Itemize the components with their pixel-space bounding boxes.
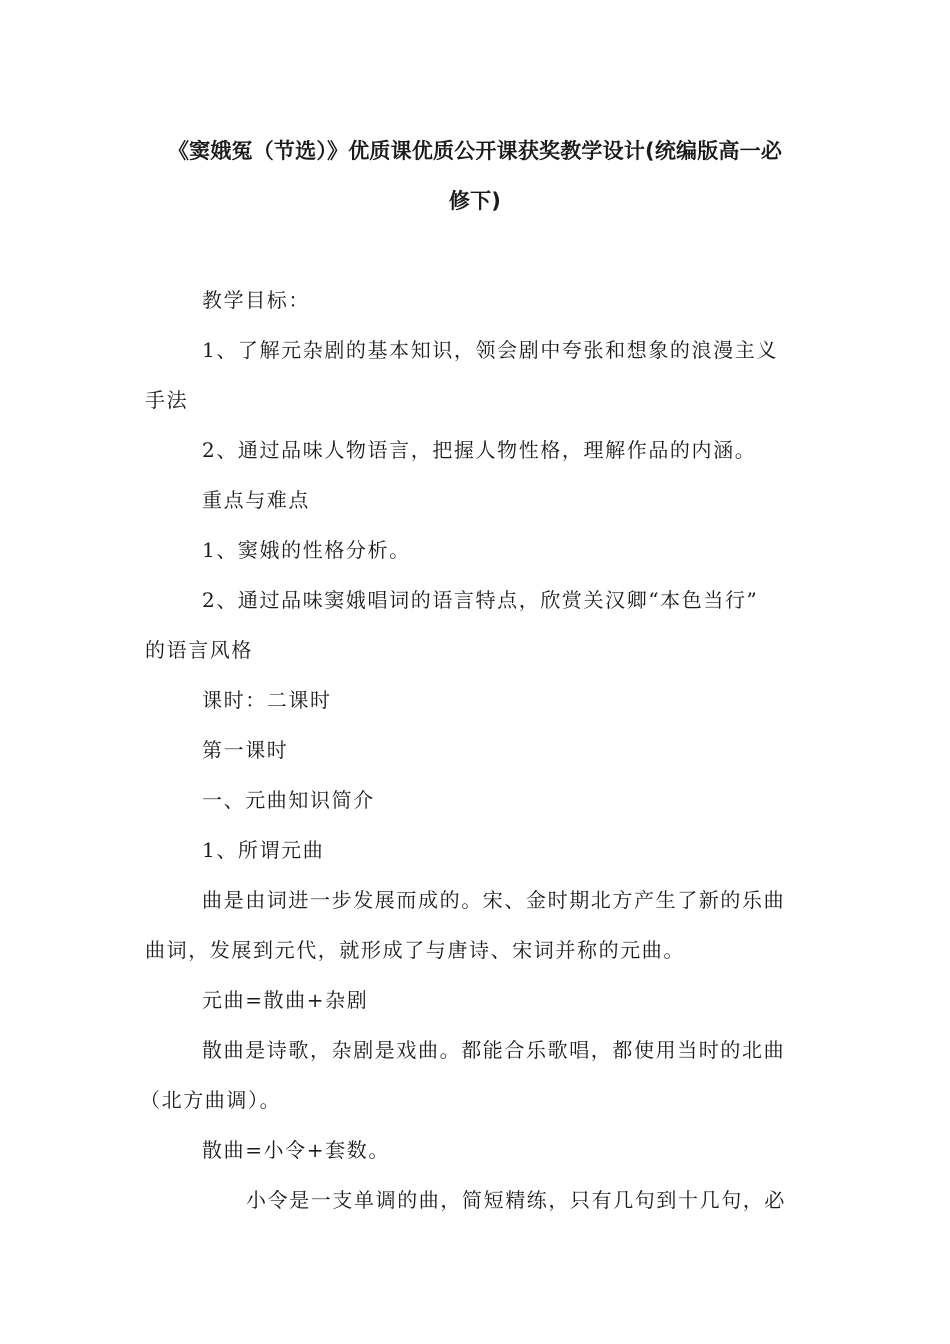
paragraph-line: 散曲是诗歌，杂剧是戏曲。都能合乐歌唱，都使用当时的北曲 [202,1038,786,1062]
paragraph-line: 散曲=小令+套数。 [202,1138,390,1162]
paragraph-line: 手法 [145,388,189,412]
paragraph-line: 元曲=散曲+杂剧 [202,988,369,1012]
section-heading-key-points: 重点与难点 [202,488,310,512]
paragraph-line: （北方曲调）。 [140,1088,282,1112]
section-heading-objectives: 教学目标： [202,288,310,312]
paragraph-line: 曲词，发展到元代，就形成了与唐诗、宋词并称的元曲。 [145,938,685,962]
paragraph-line: 小令是一支单调的曲，简短精练，只有几句到十几句，必 [246,1188,786,1212]
paragraph-line: 1、所谓元曲 [202,838,325,862]
document-title-line-1: 《窦娥冤（节选）》优质课优质公开课获奖教学设计(统编版高一必 [167,139,783,163]
paragraph-line: 2、通过品味人物语言，把握人物性格，理解作品的内涵。 [202,438,757,462]
paragraph-line: 课时：二课时 [202,688,332,712]
section-heading-yuanqu: 一、元曲知识简介 [202,788,375,812]
paragraph-line: 1、了解元杂剧的基本知识，领会剧中夸张和想象的浪漫主义 [202,338,778,362]
paragraph-line: 1、窦娥的性格分析。 [202,538,411,562]
document-title-line-2: 修下) [448,189,502,213]
paragraph-line: 的语言风格 [145,638,253,662]
paragraph-line: 曲是由词进一步发展而成的。宋、金时期北方产生了新的乐曲 [202,888,786,912]
paragraph-line: 2、通过品味窦娥唱词的语言特点，欣赏关汉卿“本色当行” [202,588,759,612]
section-heading-first-lesson: 第一课时 [202,738,289,762]
